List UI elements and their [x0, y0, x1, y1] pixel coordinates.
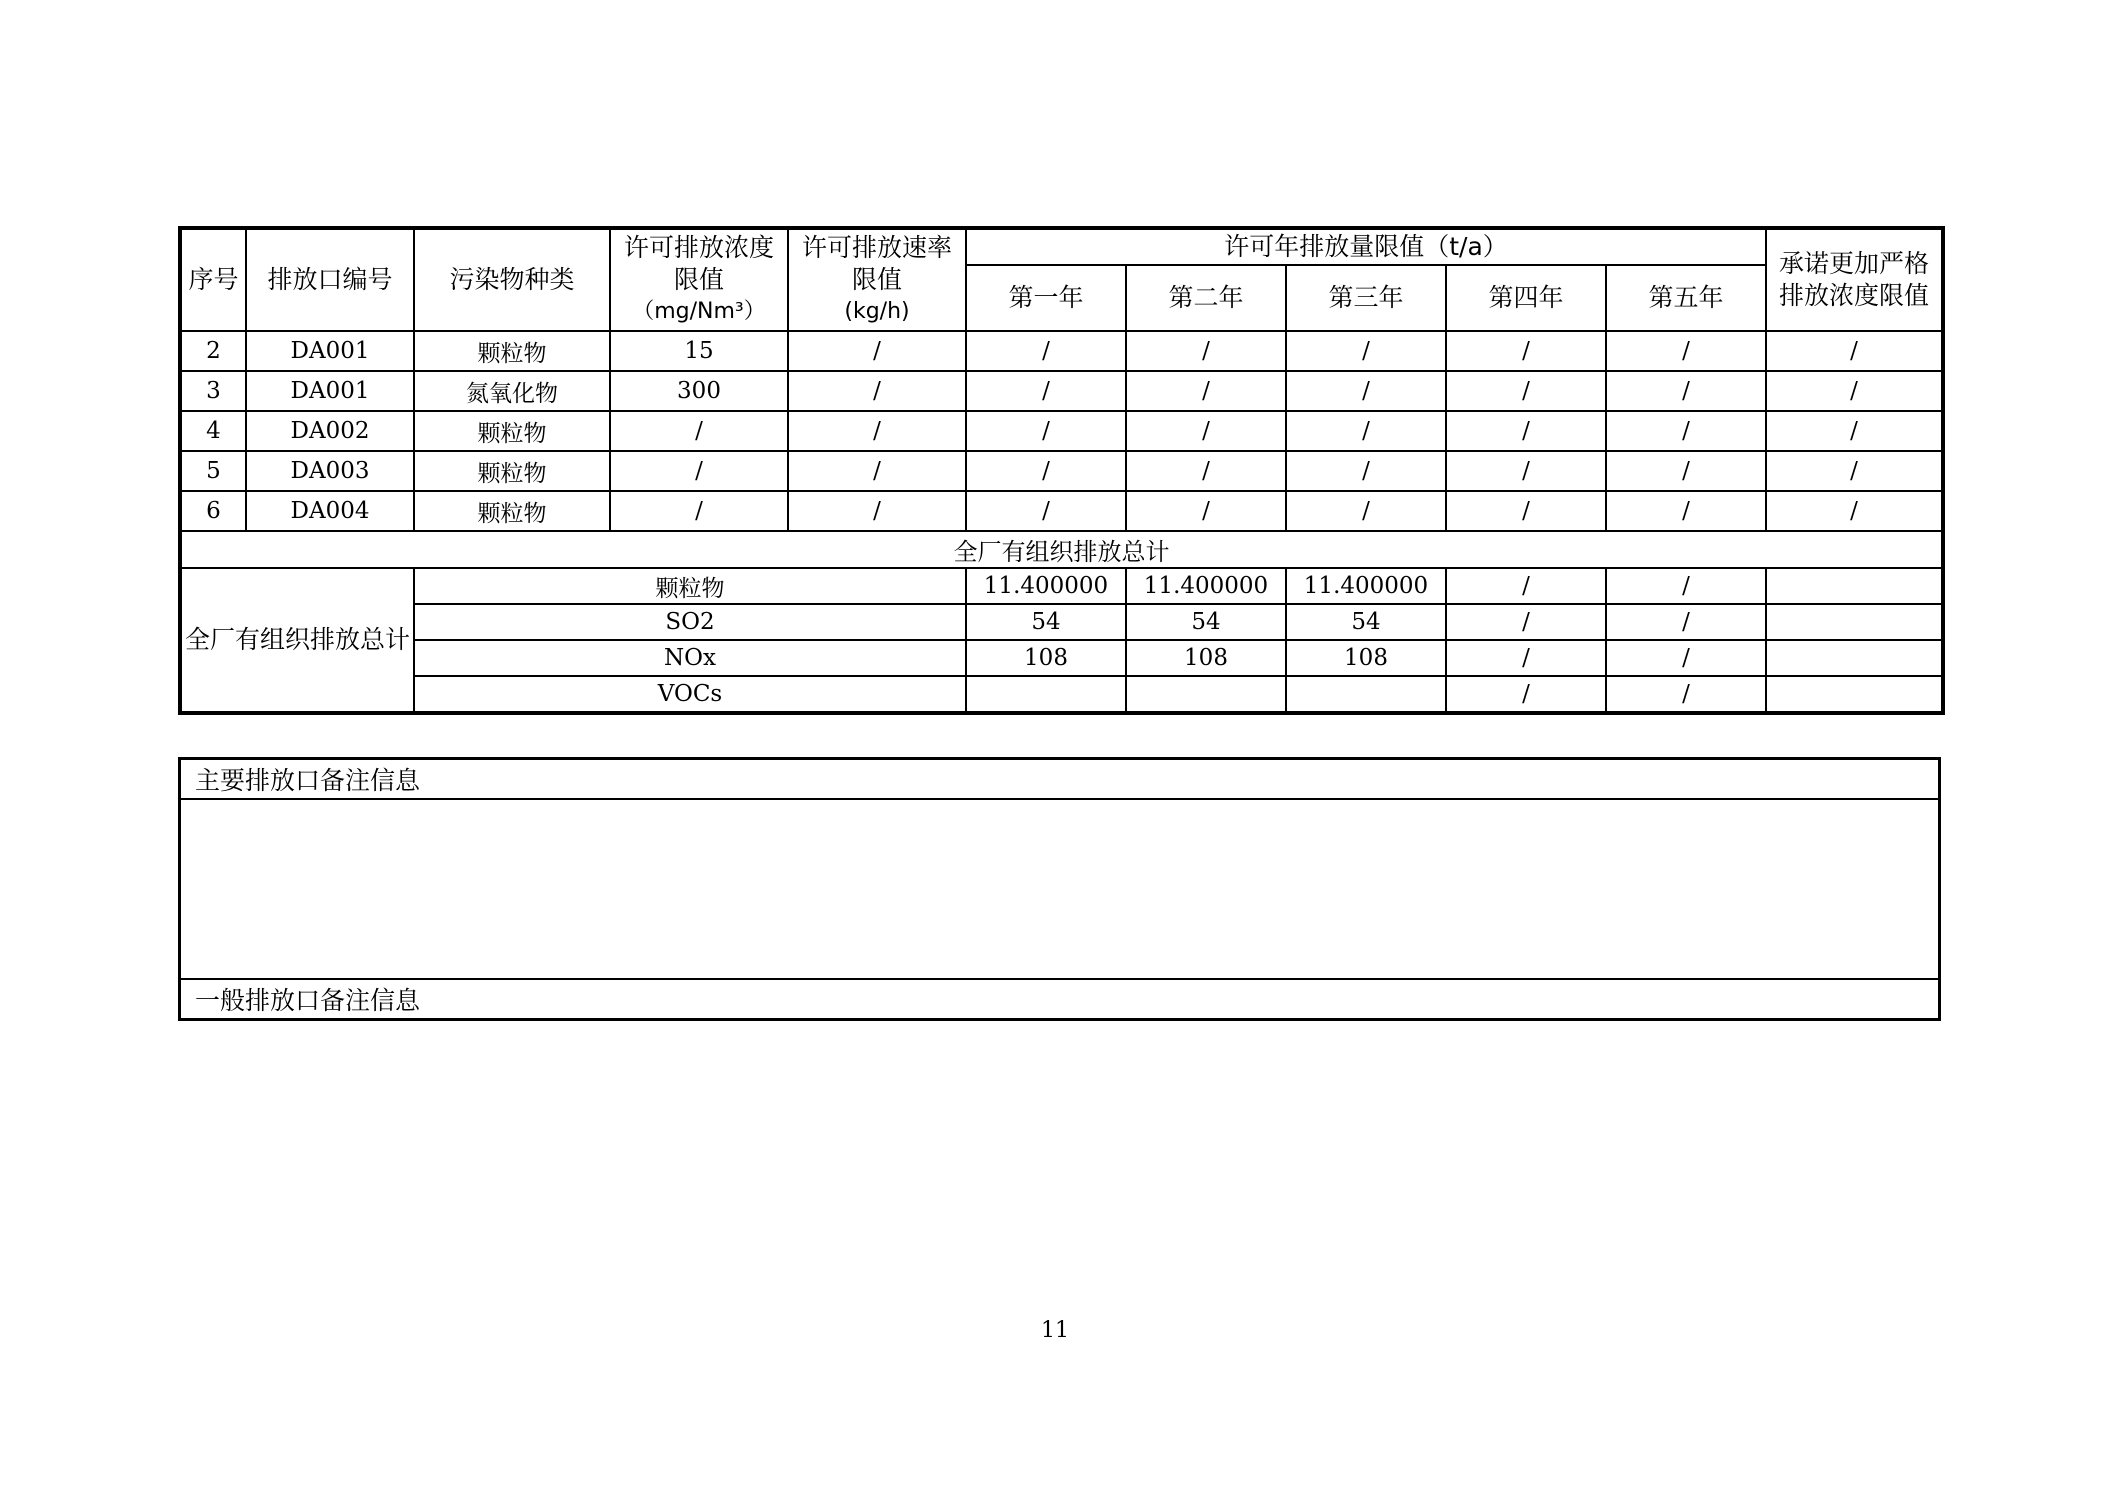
- summary-year3: 108: [1286, 640, 1446, 676]
- cell-rate: /: [788, 371, 966, 411]
- header-stricter-line2: 排放浓度限值: [1778, 281, 1929, 310]
- header-conc-limit: [610, 228, 788, 331]
- cell-year2: /: [1126, 451, 1286, 491]
- header-year4: 第四年: [1446, 265, 1606, 331]
- summary-year4: /: [1446, 640, 1606, 676]
- summary-row: [180, 640, 1943, 676]
- table-row: [180, 491, 1943, 531]
- cell-year2: /: [1126, 491, 1286, 531]
- summary-row: [180, 676, 1943, 713]
- cell-year4: /: [1446, 331, 1606, 371]
- main-outlet-notes-text: [180, 799, 1940, 979]
- header-year5: 第五年: [1606, 265, 1766, 331]
- cell-conc: 15: [610, 331, 788, 371]
- summary-year3: 11.400000: [1286, 568, 1446, 604]
- header-stricter-line1: 承诺更加严格: [1778, 249, 1929, 278]
- cell-year1: /: [966, 331, 1126, 371]
- cell-pollutant: 颗粒物: [414, 331, 610, 371]
- cell-year3: /: [1286, 331, 1446, 371]
- cell-stricter: /: [1766, 331, 1943, 371]
- table-row: [180, 451, 1943, 491]
- cell-year3: /: [1286, 491, 1446, 531]
- header-pollutant: 污染物种类: [414, 228, 610, 331]
- cell-year3: /: [1286, 371, 1446, 411]
- cell-year5: /: [1606, 371, 1766, 411]
- page-number: 11: [1041, 1318, 1069, 1343]
- summary-extra: [1766, 676, 1943, 713]
- summary-year4: /: [1446, 676, 1606, 713]
- cell-year4: /: [1446, 371, 1606, 411]
- cell-rate: /: [788, 491, 966, 531]
- header-conc-limit-line2: 限值: [673, 265, 724, 294]
- header-conc-limit-unit: （mg/Nm³）: [632, 299, 766, 324]
- header-rate-limit: [788, 228, 966, 331]
- cell-year2: /: [1126, 411, 1286, 451]
- summary-year1: 11.400000: [966, 568, 1126, 604]
- section-title: 全厂有组织排放总计: [180, 531, 1943, 568]
- cell-year4: /: [1446, 411, 1606, 451]
- summary-year4: /: [1446, 568, 1606, 604]
- summary-year4: /: [1446, 604, 1606, 640]
- table-row: [180, 331, 1943, 371]
- header-year1: 第一年: [966, 265, 1126, 331]
- summary-pollutant: NOx: [414, 640, 966, 676]
- cell-stricter: /: [1766, 371, 1943, 411]
- main-outlet-notes-label: 主要排放口备注信息: [180, 759, 1940, 800]
- cell-seq: 4: [180, 411, 246, 451]
- cell-conc: 300: [610, 371, 788, 411]
- summary-pollutant: SO2: [414, 604, 966, 640]
- summary-year2: 108: [1126, 640, 1286, 676]
- cell-pollutant: 颗粒物: [414, 411, 610, 451]
- table-row: [180, 411, 1943, 451]
- cell-conc: /: [610, 491, 788, 531]
- main-outlet-notes-body: [180, 799, 1940, 979]
- summary-year1: 54: [966, 604, 1126, 640]
- notes-table: [178, 757, 1941, 1021]
- cell-year5: /: [1606, 491, 1766, 531]
- cell-year5: /: [1606, 411, 1766, 451]
- cell-outlet: DA003: [246, 451, 414, 491]
- summary-row: [180, 568, 1943, 604]
- cell-year1: /: [966, 411, 1126, 451]
- header-rate-limit-line1: 许可排放速率: [801, 233, 952, 262]
- header-outlet-id: 排放口编号: [246, 228, 414, 331]
- general-outlet-notes-label: 一般排放口备注信息: [180, 979, 1940, 1020]
- cell-year2: /: [1126, 331, 1286, 371]
- cell-rate: /: [788, 331, 966, 371]
- cell-year4: /: [1446, 451, 1606, 491]
- cell-rate: /: [788, 411, 966, 451]
- summary-extra: [1766, 640, 1943, 676]
- header-rate-limit-line2: 限值: [851, 265, 902, 294]
- cell-year3: /: [1286, 451, 1446, 491]
- summary-year3: 54: [1286, 604, 1446, 640]
- cell-stricter: /: [1766, 411, 1943, 451]
- header-annual-limit: 许可年排放量限值（t/a）: [966, 228, 1766, 265]
- cell-year4: /: [1446, 491, 1606, 531]
- cell-conc: /: [610, 451, 788, 491]
- cell-seq: 5: [180, 451, 246, 491]
- cell-year1: /: [966, 371, 1126, 411]
- cell-stricter: /: [1766, 451, 1943, 491]
- header-stricter-limit: [1766, 228, 1943, 331]
- cell-pollutant: 氮氧化物: [414, 371, 610, 411]
- summary-year2: [1126, 676, 1286, 713]
- cell-conc: /: [610, 411, 788, 451]
- cell-pollutant: 颗粒物: [414, 491, 610, 531]
- cell-year3: /: [1286, 411, 1446, 451]
- summary-year2: 54: [1126, 604, 1286, 640]
- cell-year1: /: [966, 451, 1126, 491]
- cell-seq: 2: [180, 331, 246, 371]
- summary-year5: /: [1606, 640, 1766, 676]
- summary-year3: [1286, 676, 1446, 713]
- summary-label: 全厂有组织排放总计: [180, 568, 414, 713]
- cell-seq: 6: [180, 491, 246, 531]
- summary-year1: [966, 676, 1126, 713]
- header-seq: 序号: [180, 228, 246, 331]
- section-row: [180, 531, 1943, 568]
- cell-year2: /: [1126, 371, 1286, 411]
- summary-extra: [1766, 568, 1943, 604]
- cell-seq: 3: [180, 371, 246, 411]
- header-year2: 第二年: [1126, 265, 1286, 331]
- cell-year5: /: [1606, 331, 1766, 371]
- emission-limits-table: [178, 226, 1945, 715]
- cell-year5: /: [1606, 451, 1766, 491]
- cell-pollutant: 颗粒物: [414, 451, 610, 491]
- general-outlet-notes-header: [180, 979, 1940, 1020]
- summary-row: [180, 604, 1943, 640]
- cell-outlet: DA001: [246, 371, 414, 411]
- cell-rate: /: [788, 451, 966, 491]
- summary-year5: /: [1606, 604, 1766, 640]
- summary-year5: /: [1606, 568, 1766, 604]
- header-conc-limit-line1: 许可排放浓度: [623, 233, 774, 262]
- cell-year1: /: [966, 491, 1126, 531]
- summary-year5: /: [1606, 676, 1766, 713]
- summary-year1: 108: [966, 640, 1126, 676]
- summary-extra: [1766, 604, 1943, 640]
- main-outlet-notes-header: [180, 759, 1940, 800]
- table-row: [180, 371, 1943, 411]
- cell-outlet: DA004: [246, 491, 414, 531]
- cell-stricter: /: [1766, 491, 1943, 531]
- header-row-1: [180, 228, 1943, 265]
- header-year3: 第三年: [1286, 265, 1446, 331]
- cell-outlet: DA001: [246, 331, 414, 371]
- cell-outlet: DA002: [246, 411, 414, 451]
- summary-pollutant: VOCs: [414, 676, 966, 713]
- summary-year2: 11.400000: [1126, 568, 1286, 604]
- header-rate-limit-unit: (kg/h): [844, 299, 910, 324]
- summary-pollutant: 颗粒物: [414, 568, 966, 604]
